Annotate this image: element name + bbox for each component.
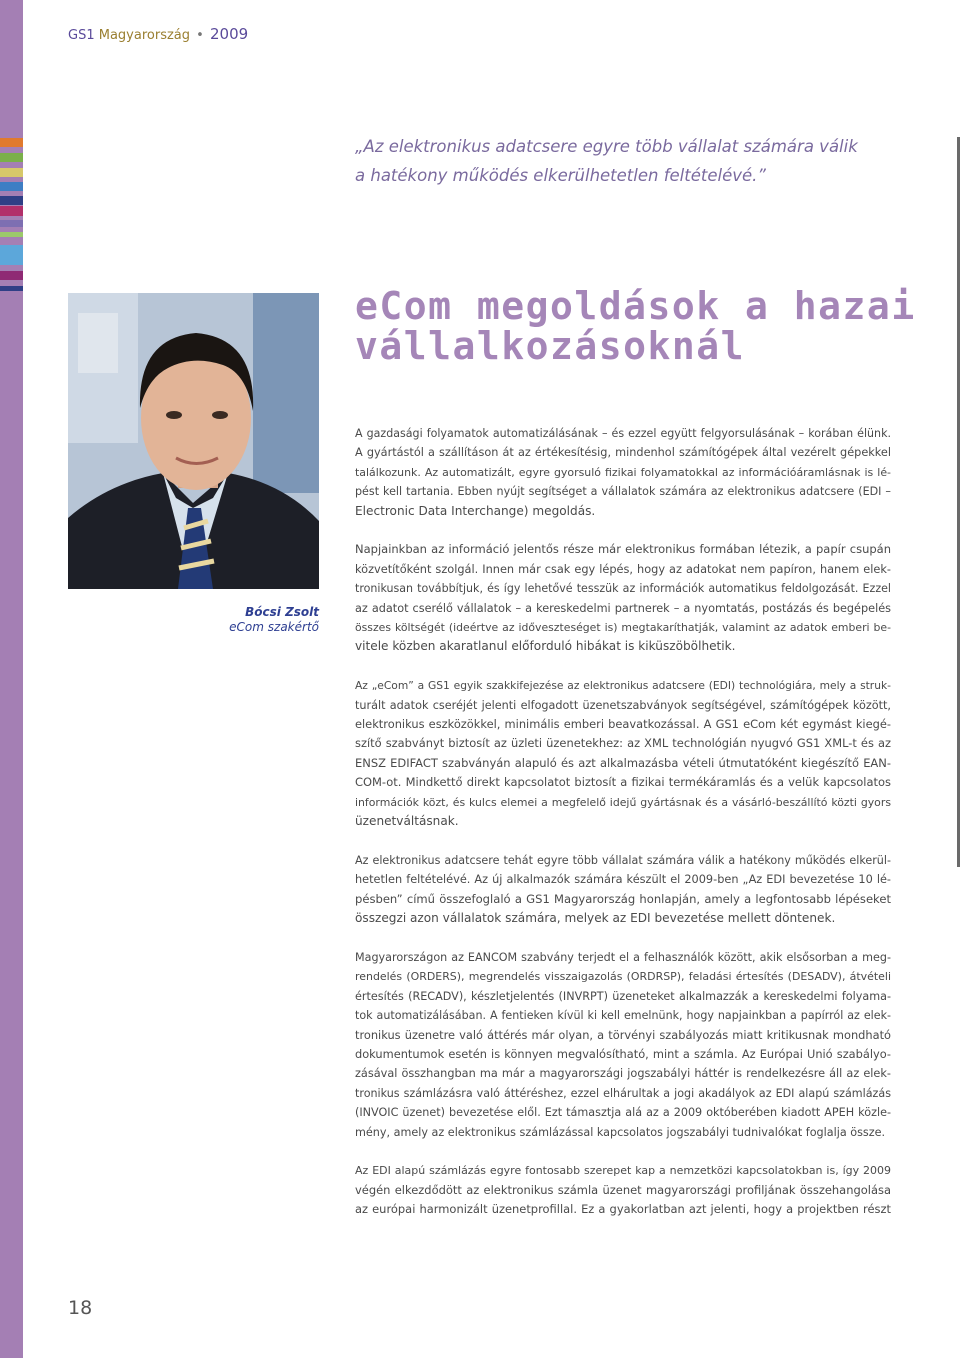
text-line: értesítés (RECADV), készletjelentés (INVRPT) üzeneteket alkalmazzák a kereskedelmi folyama- bbox=[355, 989, 891, 1003]
text-line: mény, amely az elektronikus számlázással kapcsolatos jogszabályi tudnivalókat foglalja össze. bbox=[355, 1125, 886, 1139]
text-line: Az EDI alapú számlázás egyre fontosabb szerepet kap a nemzetközi kapcsolatokban is, így 2009 bbox=[355, 1164, 891, 1178]
text-line: ENSZ EDIFACT szabványán alapuló és azt alkalmazásba vételi útmutatóként kiegészítő EAN- bbox=[355, 755, 891, 770]
page-number: 18 bbox=[68, 1297, 93, 1319]
caption-role: eCom szakértő bbox=[229, 620, 319, 634]
text-line: közvetítőként szolgál. Innen már csak egy lépés, hogy az adatokat nem papíron, hanem elek- bbox=[355, 561, 891, 576]
text-line: Electronic Data Interchange) megoldás. bbox=[355, 503, 596, 518]
text-line: vitele közben akaratlanul előforduló hibákat is kiküszöbölhetik. bbox=[355, 639, 736, 654]
article-title bbox=[355, 286, 935, 366]
text-line: (INVOIC üzenet) bevezetése elől. Ezt támasztja alá az a 2009 októberében kiadott APEH közle- bbox=[355, 1106, 891, 1120]
title-line: vállalkozásoknál bbox=[355, 324, 746, 368]
photo-caption bbox=[150, 605, 319, 635]
pull-quote-line: a hatékony működés elkerülhetetlen feltételévé.” bbox=[355, 166, 766, 185]
paragraph bbox=[355, 948, 891, 1142]
text-line: elektronikus eszközökkel, minimális emberi beavatkozással. A GS1 eCom két egymást kiegé- bbox=[355, 717, 891, 732]
text-line: COM-ot. Mindkettő direkt kapcsolatot biztosít a fizikai termékáramlás és a velük kapcsolatos bbox=[355, 775, 891, 790]
header-org: GS1 bbox=[68, 28, 95, 43]
header-separator: • bbox=[196, 28, 204, 43]
text-line: az adatot cserélő vállalatok – a kereskedelmi partnerek – a nyomtatás, postázás és begépelés bbox=[355, 601, 891, 615]
text-line: pésben” című összefoglaló a GS1 Magyarország honlapján, amely a legfontosabb lépéseket bbox=[355, 891, 891, 906]
text-line: összegzi azon vállalatok számára, melyek az EDI bevezetése mellett döntenek. bbox=[355, 911, 836, 926]
text-line: Az „eCom” a GS1 egyik szakkifejezése az elektronikus adatcsere (EDI) technológiára, mely a struk- bbox=[355, 679, 891, 693]
portrait-photo bbox=[68, 293, 319, 589]
pull-quote bbox=[355, 132, 915, 190]
text-line: tronikusan továbbítjuk, és így lehetővé tesszük az információk automatikus feldolgozását. Ezzel bbox=[355, 582, 891, 596]
text-line: zásával összhangban ma már a magyarországi jogszabályi háttér is rendelkezésre áll az elek- bbox=[355, 1067, 891, 1081]
title-line: eCom megoldások a hazai bbox=[355, 284, 916, 328]
text-line: Napjainkban az információ jelentős része már elektronikus formában létezik, a papír csupán bbox=[355, 542, 891, 557]
paragraph bbox=[355, 676, 891, 831]
header-country: Magyarország bbox=[98, 28, 191, 43]
running-header bbox=[68, 24, 248, 46]
caption-name: Bócsi Zsolt bbox=[245, 605, 319, 619]
text-line: összes költségét (ideértve az időveszteséget is) megtakaríthatják, valamint az adatok emberi be- bbox=[355, 621, 891, 635]
text-line: turált adatok cseréjét jelenti elfogadott üzenetszabványok segítségével, számítógépek között, bbox=[355, 698, 891, 712]
paragraph bbox=[355, 540, 891, 656]
text-line: Magyarországon az EANCOM szabvány terjedt el a felhasználók között, akik elsősorban a meg- bbox=[355, 950, 891, 964]
paragraph bbox=[355, 1161, 891, 1219]
text-line: végén elkezdődött az elektronikus számla üzenet magyarországi profiljának összehangolása bbox=[355, 1182, 891, 1197]
text-line: dokumentumok esetén is könnyen megvalósítható, mint a számla. Az Európai Unió szabályo- bbox=[355, 1046, 891, 1061]
text-line: információk közt, és kulcs elemei a megfelelő idejű gyártásnak és a vásárló-beszállító közti gyors bbox=[355, 795, 891, 809]
text-line: tronikus üzenetre való áttérés már olyan, a törvényi szabályozás miatt kritikusnak mondható bbox=[355, 1027, 891, 1042]
text-line: A gazdasági folyamatok automatizálásának – és ezzel együtt felgyorsulásának – korában élünk. bbox=[355, 427, 891, 440]
pull-quote-line: „Az elektronikus adatcsere egyre több vállalat számára válik bbox=[355, 137, 858, 156]
article-body bbox=[355, 424, 891, 1239]
text-line: tronikus számlázásra való áttéréshez, ezzel elhárultak a jogi akadályok az EDI alapú számlázás bbox=[355, 1086, 891, 1100]
text-line: az európai harmonizált üzenetprofillal. Ez a gyakorlatban azt jelenti, hogy a projektben részt bbox=[355, 1202, 891, 1217]
text-line: üzenetváltásnak. bbox=[355, 814, 459, 829]
header-year: 2009 bbox=[209, 25, 249, 43]
text-line: rendelés (ORDERS), megrendelés visszaigazolás (ORDRSP), feladási értesítés (DESADV), átvételi bbox=[355, 970, 891, 984]
text-line: A gyártástól a szállításon át az értékesítésig, mindenhol számítógépek által vezérelt gépekkel bbox=[355, 446, 891, 460]
paragraph bbox=[355, 424, 891, 521]
text-line: találkozunk. Az automatizált, egyre gyorsuló fizikai folyamatokkal az információáramlásnak is lé- bbox=[355, 465, 891, 479]
text-line: hetetlen feltételévé. Az új alkalmazók számára készült el 2009-ben „Az EDI bevezetése 10 lé- bbox=[355, 873, 891, 887]
text-line: szítő szabványt biztosít az üzleti üzenetekhez: az XML technológián nyugvó GS1 XML-t és az bbox=[355, 736, 891, 751]
text-line: tok automatizálásában. A fentieken kívül ki kell emelnünk, hogy napjainkban a papírról az elek- bbox=[355, 1009, 891, 1023]
paragraph bbox=[355, 851, 891, 929]
text-line: pést kell tartania. Ebben nyújt segítséget a vállalatok számára az elektronikus adatcsere (EDI – bbox=[355, 485, 891, 499]
text-line: Az elektronikus adatcsere tehát egyre több vállalat számára válik a hatékony működés elkerül- bbox=[355, 853, 891, 867]
